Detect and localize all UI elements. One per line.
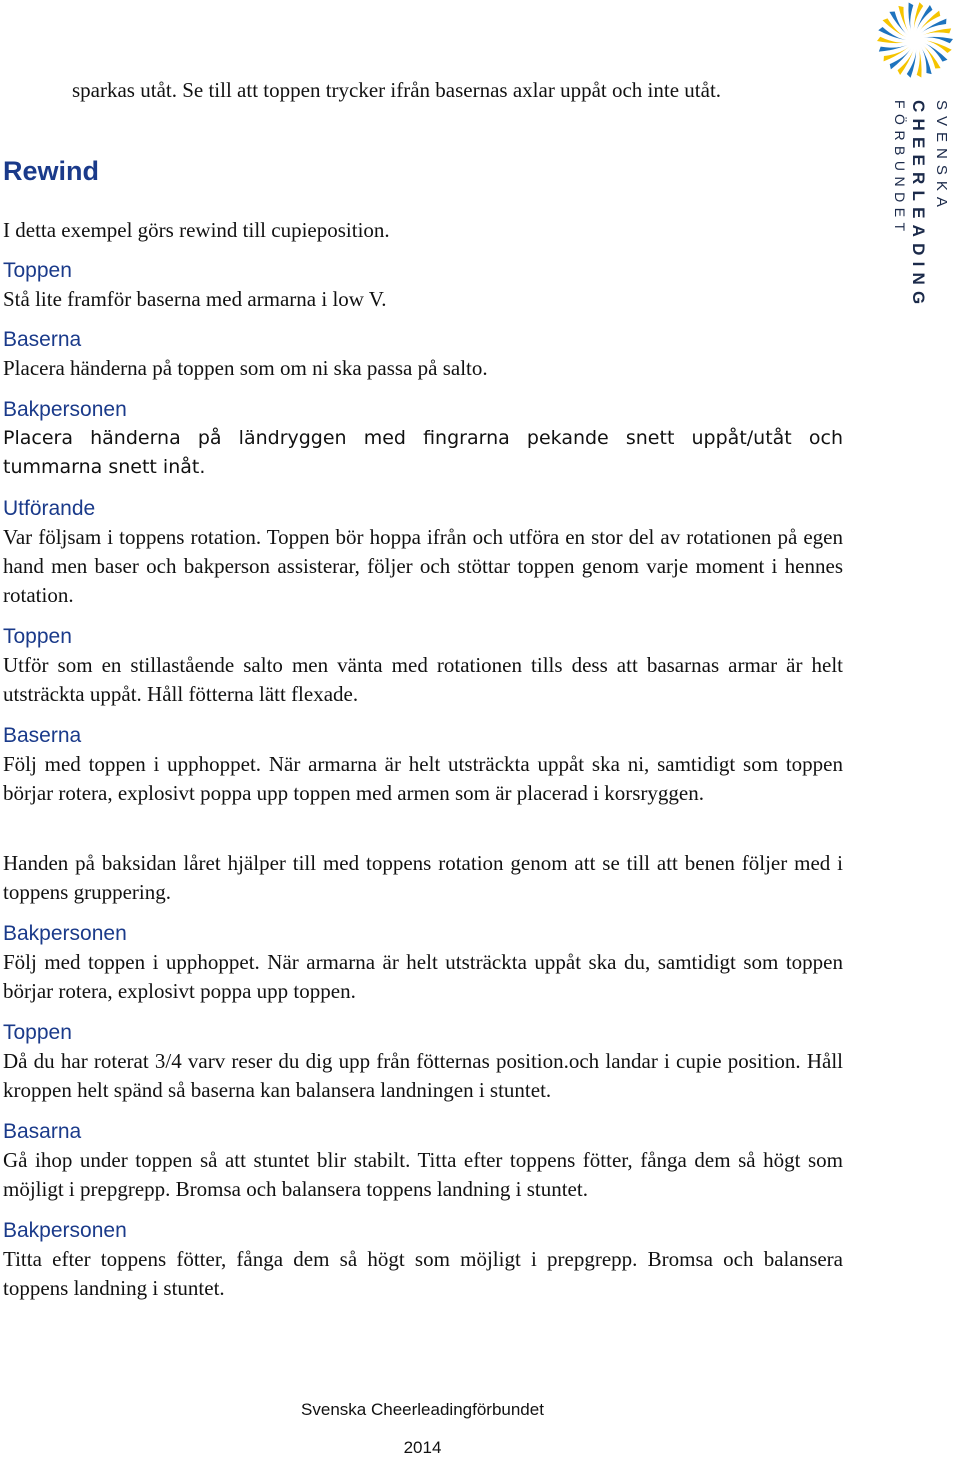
text-basarna: Gå ihop under toppen så att stuntet blir stabilt. Titta efter toppens fötter, fånga dem så högt som möjligt i prepgrepp. Bromsa och balansera toppens landning i stuntet.	[3, 1148, 843, 1201]
text-baserna-1: Placera händerna på toppen som om ni ska passa på salto.	[3, 356, 488, 380]
heading-baserna-2: Baserna	[3, 724, 82, 747]
footer-org: Svenska Cheerleadingförbundet	[301, 1400, 544, 1419]
text-baserna-2: Följ med toppen i upphoppet. När armarna är helt utsträckta uppåt ska ni, samtidigt som toppen börjar rotera, explosivt poppa upp toppen med armen som är placerad i korsryggen.	[3, 752, 843, 805]
text-toppen-1: Stå lite framför baserna med armarna i low V.	[3, 287, 387, 311]
heading-toppen-2: Toppen	[3, 625, 72, 648]
heading-bakpersonen-2: Bakpersonen	[3, 922, 127, 945]
heading-bakpersonen-3: Bakpersonen	[3, 1219, 127, 1242]
logo-line-forbundet: FÖRBUNDET	[892, 100, 908, 237]
heading-toppen-1: Toppen	[3, 259, 72, 282]
heading-baserna-1: Baserna	[3, 328, 82, 351]
text-toppen-3: Då du har roterat 3/4 varv reser du dig upp från fötternas position.och landar i cupie position. Håll kroppen helt spänd så baserna kan balansera landningen i stuntet.	[3, 1049, 843, 1102]
logo-line-svenska: SVENSKA	[933, 100, 950, 213]
intro-text: I detta exempel görs rewind till cupieposition.	[3, 218, 390, 242]
logo-line-cheerleading: CHEERLEADING	[909, 100, 928, 311]
intro-continuation: sparkas utåt. Se till att toppen trycker ifrån basernas axlar uppåt och inte utåt.	[72, 78, 722, 102]
heading-basarna: Basarna	[3, 1120, 82, 1143]
heading-bakpersonen-1: Bakpersonen	[3, 398, 127, 421]
text-utforande: Var följsam i toppens rotation. Toppen bör hoppa ifrån och utföra en stor del av rotationen på egen hand men baser och bakperson assisterar, följer och stöttar toppen genom varje moment i hennes rotation.	[3, 525, 843, 607]
logo	[862, 0, 960, 325]
text-bakpersonen-1: Placera händerna på ländryggen med fingrarna pekande snett uppåt/utåt och tummarna snett inåt.	[3, 427, 843, 478]
text-baserna-2b: Handen på baksidan låret hjälper till med toppens rotation genom att se till att benen följer med i toppens gruppering.	[3, 851, 843, 904]
section-title: Rewind	[3, 156, 100, 186]
footer-year: 2014	[403, 1438, 442, 1457]
text-bakpersonen-2: Följ med toppen i upphoppet. När armarna är helt utsträckta uppåt ska du, samtidigt som toppen börjar rotera, explosivt poppa upp toppen.	[3, 950, 843, 1003]
logo-text-column	[862, 0, 960, 325]
text-bakpersonen-3: Titta efter toppens fötter, fånga dem så högt som möjligt i prepgrepp. Bromsa och balansera toppens landning i stuntet.	[3, 1247, 843, 1300]
text-toppen-2: Utför som en stillastående salto men vänta med rotationen tills dess att basarnas armar är helt utsträckta uppåt. Håll fötterna lätt flexade.	[3, 653, 843, 706]
heading-toppen-3: Toppen	[3, 1021, 72, 1044]
heading-utforande: Utförande	[3, 497, 96, 520]
